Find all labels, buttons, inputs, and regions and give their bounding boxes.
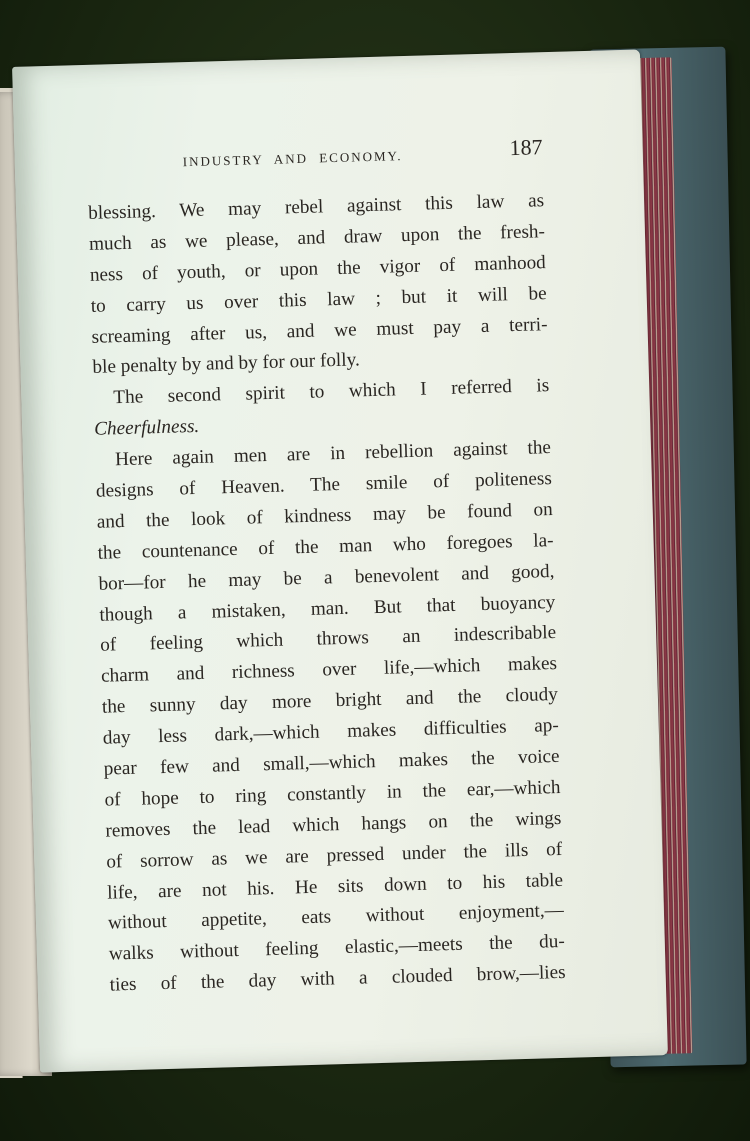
page-text-block (86, 134, 566, 1002)
text-line: the countenance of the man who foregoes la- (97, 529, 554, 564)
text-line: the sunny day more bright and the cloudy (101, 684, 559, 718)
text-line: to carry us over this law ; but it will be (90, 282, 547, 317)
text-line: of feeling which throws an indescribable (99, 622, 557, 657)
text-line: ties of the day with a clouded brow,—lies (109, 962, 566, 996)
page-header (86, 134, 543, 177)
text-line: without appetite, eats without enjoyment,— (107, 900, 565, 935)
text-line: much as we please, and draw upon the fresh- (88, 221, 546, 255)
text-line: life, are not his. He sits down to his table (106, 869, 564, 904)
section-heading: Cheerfulness. (93, 416, 200, 441)
text-line: walks without feeling elastic,—meets the du- (108, 931, 566, 965)
text-line: removes the lead which hangs on the wings (105, 807, 562, 842)
text-line: ness of youth, or upon the vigor of manhood (89, 251, 547, 286)
text-line: of hope to ring constantly in the ear,—which (104, 776, 561, 811)
text-line: screaming after us, and we must pay a terri- (91, 313, 548, 348)
book-page (12, 49, 668, 1072)
text-line: and the look of kindness may be found on (96, 498, 553, 533)
text-line: bor—for he may be a benevolent and good, (98, 560, 555, 595)
text-line: blessing. We may rebel against this law as (87, 190, 545, 224)
text-line: ble penalty by and by for our folly. (92, 349, 361, 379)
running-head: INDUSTRY AND ECONOMY. (182, 148, 403, 170)
text-line: day less dark,—which makes difficulties ap- (102, 715, 559, 749)
text-line: designs of Heaven. The smile of politeness (95, 468, 553, 502)
text-line: charm and richness over life,—which makes (100, 653, 558, 688)
text-line: of sorrow as we are pressed under the ills of (106, 838, 563, 873)
text-line: Here again men are in rebellion against the (114, 437, 552, 471)
text-line: though a mistaken, man. But that buoyancy (99, 591, 556, 626)
text-line: The second spirit to which I referred is (113, 375, 550, 409)
text-line: pear few and small,—which makes the voice (103, 745, 560, 780)
page-number: 187 (509, 134, 543, 161)
